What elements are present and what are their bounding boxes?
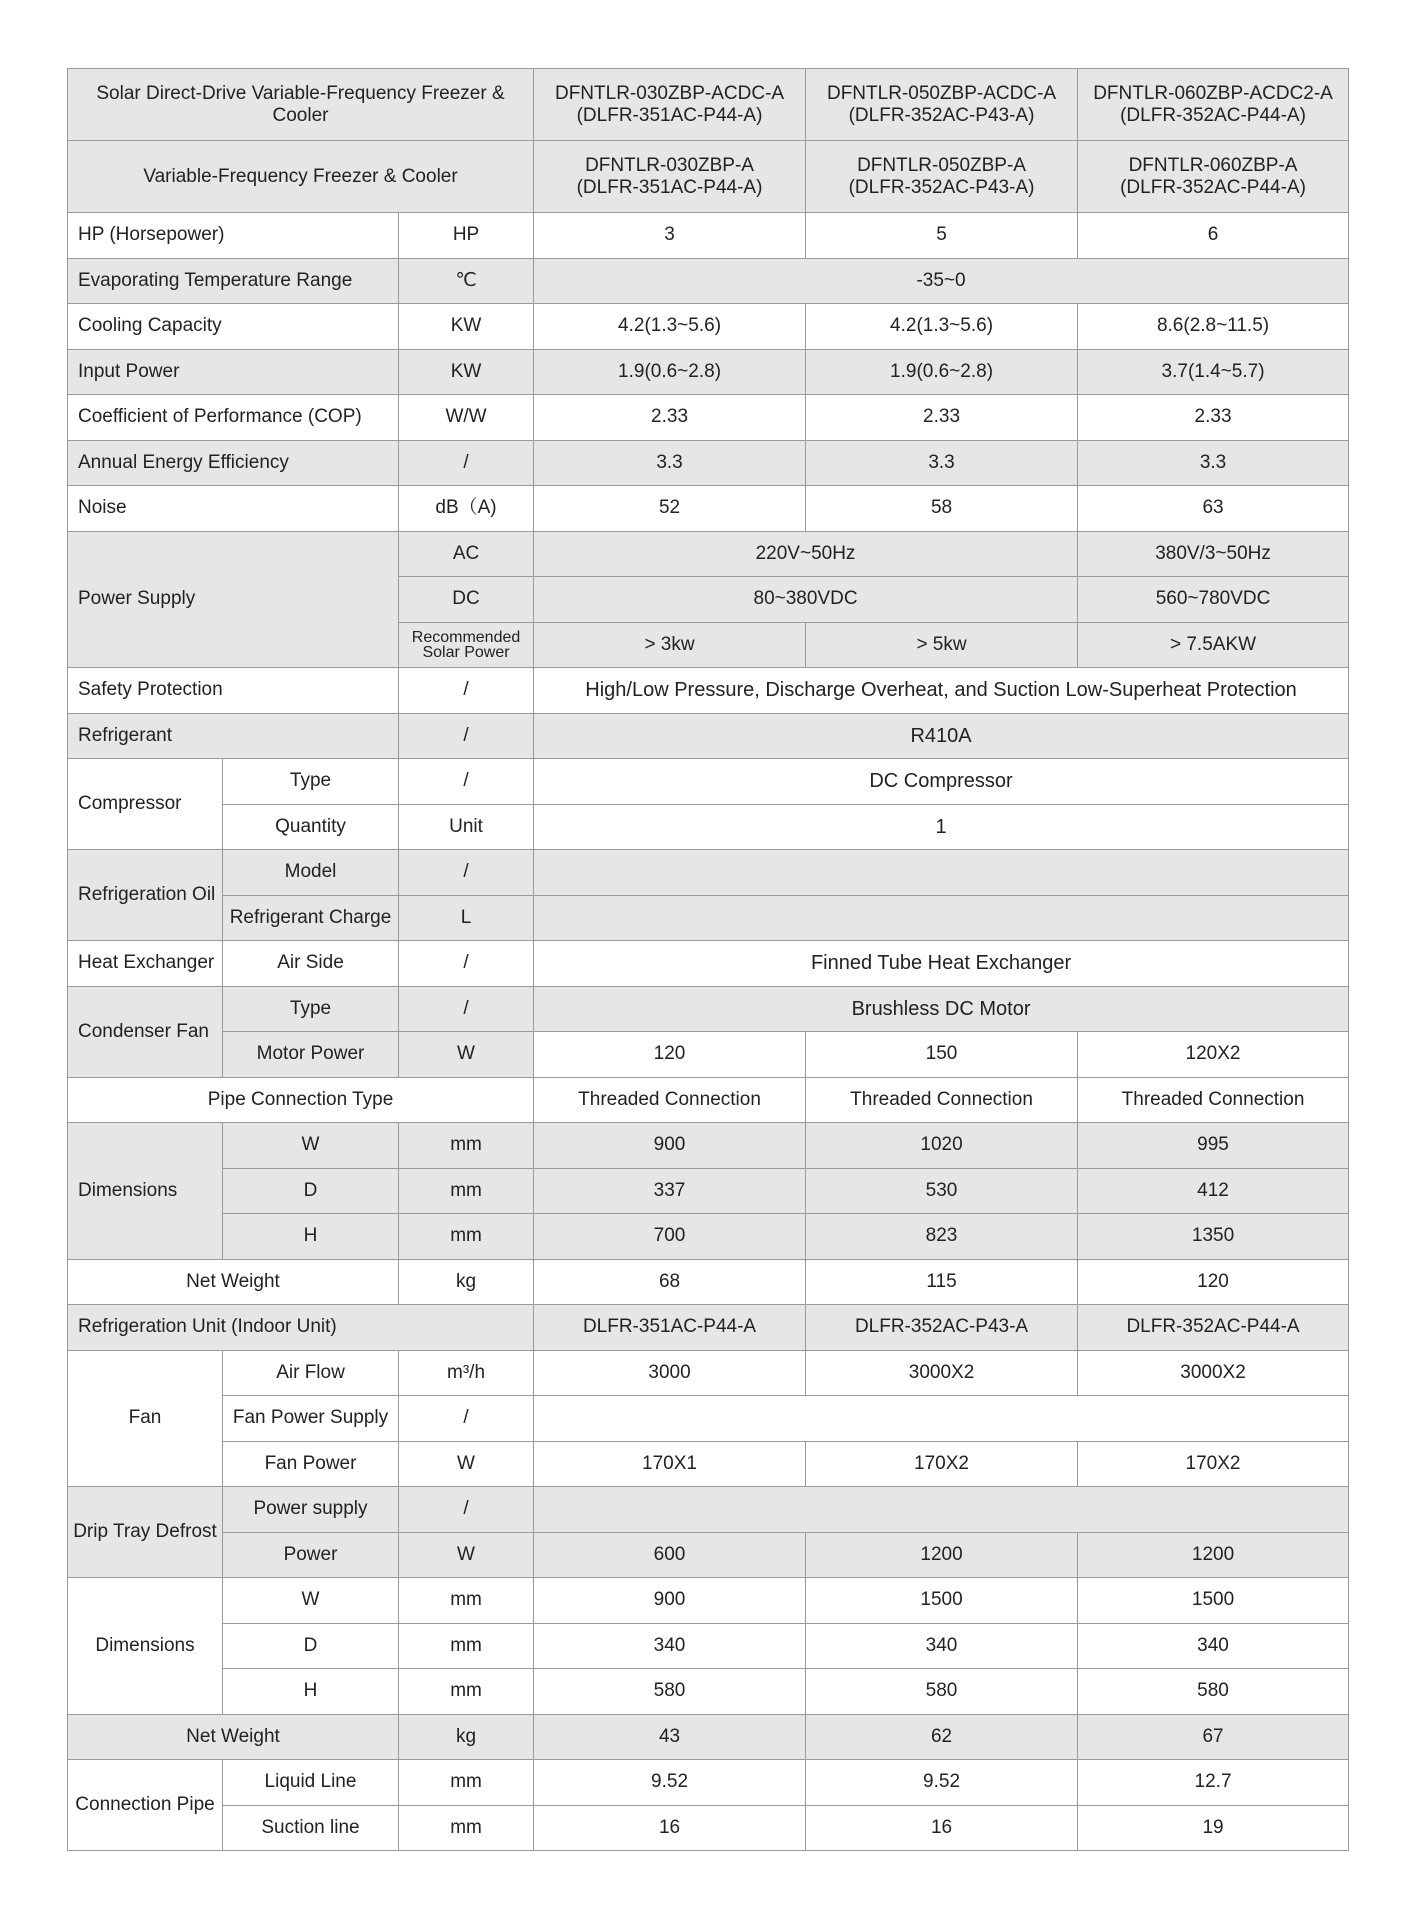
header-row-solar — [68, 69, 1349, 141]
value-cell: 19 — [1078, 1805, 1349, 1851]
value-cell: 3000 — [534, 1350, 806, 1396]
sub-label: Quantity — [223, 804, 399, 850]
row-label: Condenser Fan — [68, 986, 223, 1077]
value-cell: 16 — [534, 1805, 806, 1851]
value-cell: 560~780VDC — [1078, 577, 1349, 623]
value-cell: 900 — [534, 1123, 806, 1169]
unit-cell: L — [399, 895, 534, 941]
unit-cell: W — [399, 1532, 534, 1578]
value-cell: 3.3 — [534, 440, 806, 486]
value-cell: 1.9(0.6~2.8) — [534, 349, 806, 395]
sub-label: Suction line — [223, 1805, 399, 1851]
value-cell: High/Low Pressure, Discharge Overheat, and Suction Low-Superheat Protection — [534, 668, 1349, 714]
row-label: Connection Pipe — [68, 1760, 223, 1851]
value-cell — [534, 895, 1349, 941]
value-cell — [534, 1487, 1349, 1533]
sub-label: Motor Power — [223, 1032, 399, 1078]
value-cell: 2.33 — [1078, 395, 1349, 441]
row-dimensions-d — [68, 1168, 1349, 1214]
unit-cell: m³/h — [399, 1350, 534, 1396]
row-label: Cooling Capacity — [68, 304, 399, 350]
row-dimensions-h — [68, 1214, 1349, 1260]
row-suction-line — [68, 1805, 1349, 1851]
spec-table — [67, 68, 1349, 1851]
value-cell: 150 — [806, 1032, 1078, 1078]
sub-label: Air Side — [223, 941, 399, 987]
value-cell: 8.6(2.8~11.5) — [1078, 304, 1349, 350]
sub-label: Model — [223, 850, 399, 896]
unit-cell: mm — [399, 1123, 534, 1169]
value-cell: 337 — [534, 1168, 806, 1214]
value-cell: 1020 — [806, 1123, 1078, 1169]
unit-cell: / — [399, 440, 534, 486]
value-cell: 580 — [534, 1669, 806, 1715]
value-cell: 580 — [806, 1669, 1078, 1715]
row-dimensions-w — [68, 1123, 1349, 1169]
value-cell: 1.9(0.6~2.8) — [806, 349, 1078, 395]
row-compressor-quantity — [68, 804, 1349, 850]
value-cell: 580 — [1078, 1669, 1349, 1715]
value-cell: 600 — [534, 1532, 806, 1578]
row-liquid-line — [68, 1760, 1349, 1806]
unit-cell: Unit — [399, 804, 534, 850]
unit-cell: / — [399, 986, 534, 1032]
row-oil-model — [68, 850, 1349, 896]
value-cell: 380V/3~50Hz — [1078, 531, 1349, 577]
unit-cell: DC — [399, 577, 534, 623]
model-cell: DFNTLR-030ZBP-A (DLFR-351AC-P44-A) — [534, 141, 806, 213]
value-cell: 530 — [806, 1168, 1078, 1214]
row-refrigerant — [68, 713, 1349, 759]
sub-label: Air Flow — [223, 1350, 399, 1396]
row-label: Dimensions — [68, 1123, 223, 1260]
row-label: Pipe Connection Type — [68, 1077, 534, 1123]
row-label: Net Weight — [68, 1714, 399, 1760]
row-evaporating-temp — [68, 258, 1349, 304]
value-cell: Threaded Connection — [1078, 1077, 1349, 1123]
value-cell: 1350 — [1078, 1214, 1349, 1260]
row-label: Dimensions — [68, 1578, 223, 1715]
value-cell: 120 — [534, 1032, 806, 1078]
unit-cell: mm — [399, 1168, 534, 1214]
unit-cell: mm — [399, 1760, 534, 1806]
unit-cell: / — [399, 1487, 534, 1533]
value-cell: 120 — [1078, 1259, 1349, 1305]
sub-label: Power — [223, 1532, 399, 1578]
unit-cell: KW — [399, 349, 534, 395]
row-indoor-dimensions-h — [68, 1669, 1349, 1715]
unit-cell: kg — [399, 1714, 534, 1760]
sub-label: H — [223, 1214, 399, 1260]
unit-cell: W/W — [399, 395, 534, 441]
row-label: Safety Protection — [68, 668, 399, 714]
value-cell: -35~0 — [534, 258, 1349, 304]
value-cell: Finned Tube Heat Exchanger — [534, 941, 1349, 987]
row-indoor-unit — [68, 1305, 1349, 1351]
sub-label: D — [223, 1623, 399, 1669]
value-cell: Threaded Connection — [806, 1077, 1078, 1123]
value-cell: 63 — [1078, 486, 1349, 532]
value-cell: 80~380VDC — [534, 577, 1078, 623]
sub-label: Power supply — [223, 1487, 399, 1533]
value-cell: 170X2 — [806, 1441, 1078, 1487]
value-cell: 12.7 — [1078, 1760, 1349, 1806]
sub-label: Type — [223, 986, 399, 1032]
unit-cell: / — [399, 759, 534, 805]
value-cell: 6 — [1078, 213, 1349, 259]
unit-cell: dB（A) — [399, 486, 534, 532]
row-label: Power Supply — [68, 531, 399, 668]
row-label: Compressor — [68, 759, 223, 850]
row-annual-efficiency — [68, 440, 1349, 486]
value-cell: 900 — [534, 1578, 806, 1624]
value-cell: 68 — [534, 1259, 806, 1305]
value-cell: 412 — [1078, 1168, 1349, 1214]
value-cell: 220V~50Hz — [534, 531, 1078, 577]
unit-cell: / — [399, 1396, 534, 1442]
model-cell: DFNTLR-060ZBP-A (DLFR-352AC-P44-A) — [1078, 141, 1349, 213]
row-heat-exchanger — [68, 941, 1349, 987]
value-cell: 120X2 — [1078, 1032, 1349, 1078]
sub-label: Fan Power — [223, 1441, 399, 1487]
unit-cell: AC — [399, 531, 534, 577]
row-hp — [68, 213, 1349, 259]
row-compressor-type — [68, 759, 1349, 805]
row-pipe-connection — [68, 1077, 1349, 1123]
value-cell: 4.2(1.3~5.6) — [806, 304, 1078, 350]
value-cell: 3 — [534, 213, 806, 259]
row-indoor-dimensions-w — [68, 1578, 1349, 1624]
value-cell: DLFR-352AC-P43-A — [806, 1305, 1078, 1351]
value-cell: 9.52 — [534, 1760, 806, 1806]
row-label: Refrigeration Oil — [68, 850, 223, 941]
row-power-supply-ac — [68, 531, 1349, 577]
value-cell: 115 — [806, 1259, 1078, 1305]
model-cell: DFNTLR-050ZBP-A (DLFR-352AC-P43-A) — [806, 141, 1078, 213]
row-input-power — [68, 349, 1349, 395]
model-cell: DFNTLR-060ZBP-ACDC2-A (DLFR-352AC-P44-A) — [1078, 69, 1349, 141]
value-cell: 9.52 — [806, 1760, 1078, 1806]
row-net-weight — [68, 1259, 1349, 1305]
value-cell: 1200 — [806, 1532, 1078, 1578]
sub-label: Type — [223, 759, 399, 805]
sub-label: W — [223, 1123, 399, 1169]
value-cell: 700 — [534, 1214, 806, 1260]
unit-cell: kg — [399, 1259, 534, 1305]
row-cooling-capacity — [68, 304, 1349, 350]
row-label: Fan — [68, 1350, 223, 1487]
unit-cell: mm — [399, 1805, 534, 1851]
value-cell: 43 — [534, 1714, 806, 1760]
value-cell: Threaded Connection — [534, 1077, 806, 1123]
value-cell: R410A — [534, 713, 1349, 759]
value-cell: 52 — [534, 486, 806, 532]
value-cell: 340 — [534, 1623, 806, 1669]
model-cell: DFNTLR-030ZBP-ACDC-A (DLFR-351AC-P44-A) — [534, 69, 806, 141]
row-indoor-dimensions-d — [68, 1623, 1349, 1669]
unit-cell: W — [399, 1441, 534, 1487]
value-cell: 995 — [1078, 1123, 1349, 1169]
row-label: Input Power — [68, 349, 399, 395]
value-cell: 3000X2 — [1078, 1350, 1349, 1396]
value-cell: 3000X2 — [806, 1350, 1078, 1396]
value-cell: > 5kw — [806, 622, 1078, 668]
sub-label: Refrigerant Charge — [223, 895, 399, 941]
row-cop — [68, 395, 1349, 441]
row-label: Drip Tray Defrost — [68, 1487, 223, 1578]
value-cell: 823 — [806, 1214, 1078, 1260]
row-label: Annual Energy Efficiency — [68, 440, 399, 486]
row-noise — [68, 486, 1349, 532]
value-cell: 16 — [806, 1805, 1078, 1851]
value-cell: 58 — [806, 486, 1078, 532]
row-condenser-fan-power — [68, 1032, 1349, 1078]
unit-cell: / — [399, 850, 534, 896]
row-label: Heat Exchanger — [68, 941, 223, 987]
value-cell: DLFR-351AC-P44-A — [534, 1305, 806, 1351]
unit-cell: mm — [399, 1623, 534, 1669]
row-label: Evaporating Temperature Range — [68, 258, 399, 304]
value-cell: 340 — [806, 1623, 1078, 1669]
unit-cell: / — [399, 713, 534, 759]
sub-label: Fan Power Supply — [223, 1396, 399, 1442]
row-fan-air-flow — [68, 1350, 1349, 1396]
row-fan-power-supply — [68, 1396, 1349, 1442]
unit-cell: W — [399, 1032, 534, 1078]
unit-cell: mm — [399, 1669, 534, 1715]
row-drip-power — [68, 1532, 1349, 1578]
value-cell: 2.33 — [806, 395, 1078, 441]
row-oil-charge — [68, 895, 1349, 941]
value-cell: 170X2 — [1078, 1441, 1349, 1487]
unit-cell: mm — [399, 1578, 534, 1624]
value-cell: 3.7(1.4~5.7) — [1078, 349, 1349, 395]
unit-cell: ℃ — [399, 258, 534, 304]
row-drip-power-supply — [68, 1487, 1349, 1533]
value-cell: 5 — [806, 213, 1078, 259]
value-cell: 1500 — [1078, 1578, 1349, 1624]
unit-cell: Recommended Solar Power — [399, 622, 534, 668]
value-cell: 67 — [1078, 1714, 1349, 1760]
model-cell: DFNTLR-050ZBP-ACDC-A (DLFR-352AC-P43-A) — [806, 69, 1078, 141]
row-indoor-net-weight — [68, 1714, 1349, 1760]
value-cell: DLFR-352AC-P44-A — [1078, 1305, 1349, 1351]
value-cell: 170X1 — [534, 1441, 806, 1487]
value-cell: 3.3 — [1078, 440, 1349, 486]
row-label: Net Weight — [68, 1259, 399, 1305]
value-cell: Brushless DC Motor — [534, 986, 1349, 1032]
value-cell — [534, 850, 1349, 896]
unit-cell: / — [399, 668, 534, 714]
solar-label-cell: Solar Direct-Drive Variable-Frequency Freezer & Cooler — [68, 69, 534, 141]
value-cell: 1500 — [806, 1578, 1078, 1624]
vf-label-cell: Variable-Frequency Freezer & Cooler — [68, 141, 534, 213]
value-cell: 3.3 — [806, 440, 1078, 486]
value-cell: 4.2(1.3~5.6) — [534, 304, 806, 350]
value-cell: > 3kw — [534, 622, 806, 668]
row-label: HP (Horsepower) — [68, 213, 399, 259]
unit-cell: / — [399, 941, 534, 987]
value-cell — [534, 1396, 1349, 1442]
row-label: Noise — [68, 486, 399, 532]
unit-cell: KW — [399, 304, 534, 350]
value-cell: 2.33 — [534, 395, 806, 441]
sub-label: D — [223, 1168, 399, 1214]
unit-cell: HP — [399, 213, 534, 259]
row-fan-power — [68, 1441, 1349, 1487]
value-cell: 62 — [806, 1714, 1078, 1760]
row-condenser-fan-type — [68, 986, 1349, 1032]
header-row-vf — [68, 141, 1349, 213]
value-cell: > 7.5AKW — [1078, 622, 1349, 668]
row-safety — [68, 668, 1349, 714]
value-cell: 340 — [1078, 1623, 1349, 1669]
value-cell: DC Compressor — [534, 759, 1349, 805]
sub-label: W — [223, 1578, 399, 1624]
row-label: Refrigeration Unit (Indoor Unit) — [68, 1305, 534, 1351]
row-label: Coefficient of Performance (COP) — [68, 395, 399, 441]
sub-label: Liquid Line — [223, 1760, 399, 1806]
value-cell: 1 — [534, 804, 1349, 850]
value-cell: 1200 — [1078, 1532, 1349, 1578]
row-label: Refrigerant — [68, 713, 399, 759]
unit-cell: mm — [399, 1214, 534, 1260]
sub-label: H — [223, 1669, 399, 1715]
